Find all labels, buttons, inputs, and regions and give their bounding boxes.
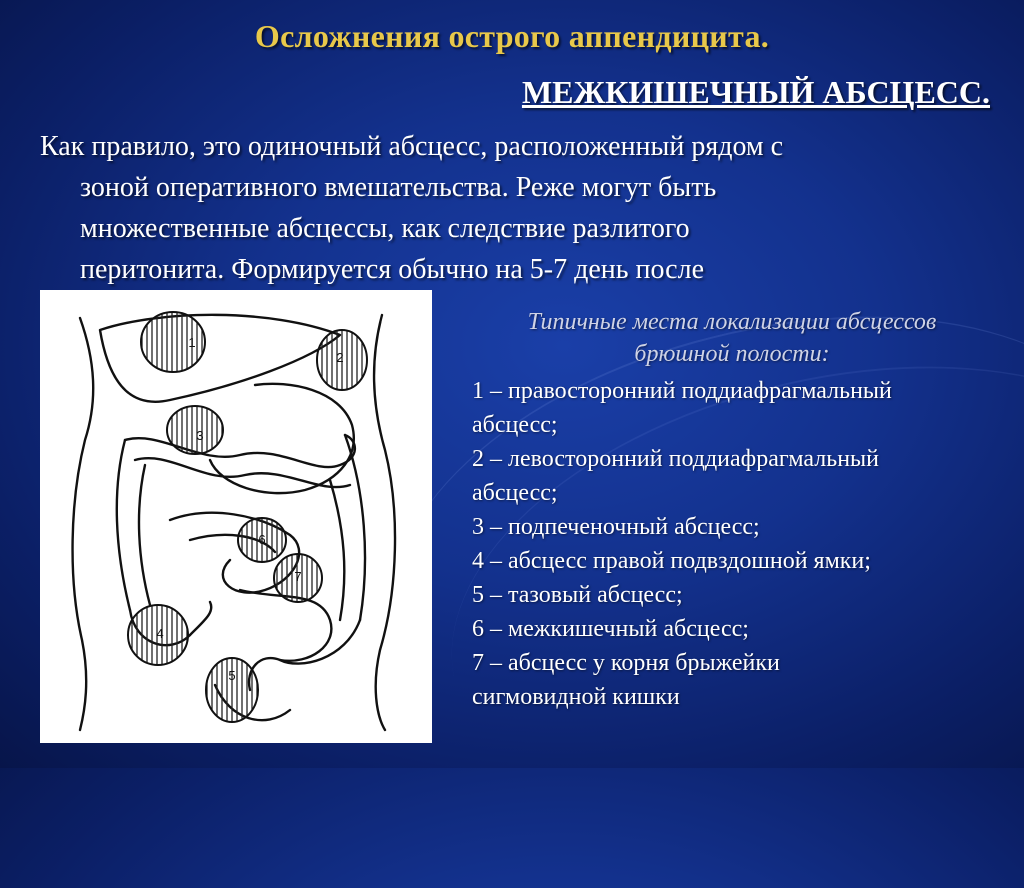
legend-item: 2 – левосторонний поддиафрагмальный bbox=[472, 446, 880, 472]
legend-caption bbox=[472, 306, 992, 370]
slide-subtitle: МЕЖКИШЕЧНЫЙ АБСЦЕСС. bbox=[521, 74, 990, 110]
body-outline-right bbox=[374, 315, 395, 730]
sigmoid-colon bbox=[249, 620, 360, 690]
legend-item: 1 – правосторонний поддиафрагмальный bbox=[472, 378, 892, 404]
legend bbox=[472, 306, 992, 714]
legend-item: 6 – межкишечный абсцесс; bbox=[472, 616, 749, 642]
label-4: 4 bbox=[156, 626, 164, 641]
legend-item: сигмовидной кишки bbox=[472, 684, 680, 710]
descending-colon bbox=[345, 435, 365, 620]
legend-item: 3 – подпеченочный абсцесс; bbox=[472, 514, 760, 540]
label-5: 5 bbox=[228, 668, 236, 683]
label-7: 7 bbox=[294, 569, 302, 584]
legend-item: 5 – тазовый абсцесс; bbox=[472, 582, 683, 608]
legend-item: 4 – абсцесс правой подвздошной ямки; bbox=[472, 548, 871, 574]
abdomen-diagram bbox=[40, 290, 432, 743]
legend-caption-line: брюшной полости: bbox=[634, 341, 830, 367]
body-outline-left bbox=[73, 318, 94, 730]
appendix bbox=[190, 602, 211, 635]
legend-item: абсцесс; bbox=[472, 480, 558, 506]
legend-item: абсцесс; bbox=[472, 412, 558, 438]
paragraph-line: зоной оперативного вмешательства. Реже могут быть bbox=[80, 172, 717, 203]
paragraph-line: множественные абсцессы, как следствие разлитого bbox=[80, 213, 690, 244]
label-2: 2 bbox=[336, 350, 344, 365]
abdomen-diagram-svg bbox=[40, 290, 432, 743]
legend-caption-line: Типичные места локализации абсцессов bbox=[527, 309, 937, 335]
label-3: 3 bbox=[196, 428, 204, 443]
label-1: 1 bbox=[188, 335, 196, 350]
transverse-colon bbox=[125, 435, 355, 467]
label-6: 6 bbox=[258, 532, 266, 547]
body-paragraph bbox=[40, 126, 970, 290]
abscess-3 bbox=[167, 406, 223, 454]
paragraph-line: Как правило, это одиночный абсцесс, расположенный рядом с bbox=[40, 131, 784, 162]
legend-item: 7 – абсцесс у корня брыжейки bbox=[472, 650, 780, 676]
ascending-colon bbox=[117, 440, 130, 610]
slide-title: Осложнения острого аппендицита. bbox=[254, 18, 770, 54]
paragraph-line: перитонита. Формируется обычно на 5-7 день после bbox=[80, 254, 705, 285]
